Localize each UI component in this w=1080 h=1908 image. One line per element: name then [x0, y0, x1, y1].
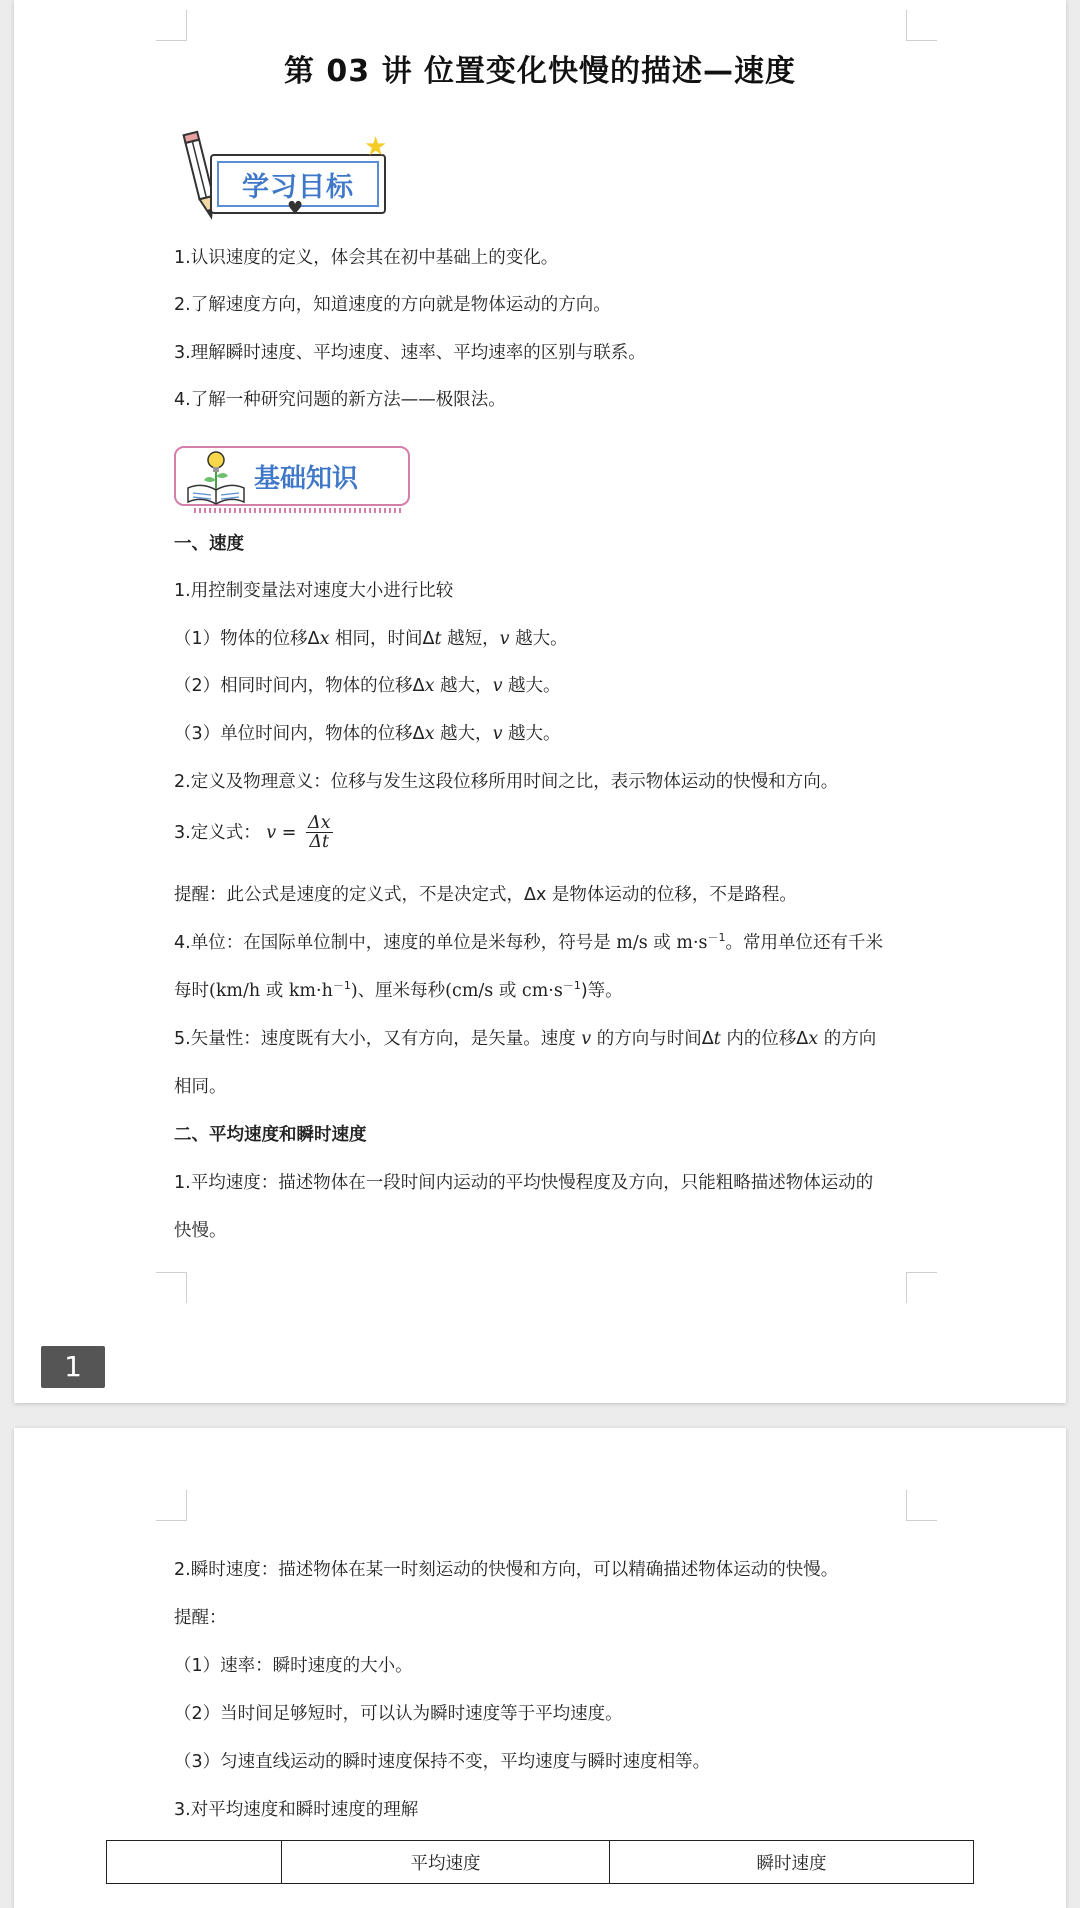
paragraph: 1.用控制变量法对速度大小进行比较	[174, 581, 454, 601]
paragraph: 快慢。	[174, 1221, 227, 1241]
crop-mark	[156, 10, 187, 41]
banner-label: 学习目标	[242, 172, 354, 203]
page-number-badge: 1	[41, 1346, 105, 1388]
paragraph: （3）匀速直线运动的瞬时速度保持不变，平均速度与瞬时速度相等。	[174, 1752, 711, 1772]
paragraph: （3）单位时间内，物体的位移Δx 越大，v 越大。	[174, 724, 561, 744]
paragraph: （1）速率：瞬时速度的大小。	[174, 1656, 413, 1676]
paragraph: 相同。	[174, 1077, 227, 1097]
paragraph: （1）物体的位移Δx 相同，时间Δt 越短，v 越大。	[174, 629, 568, 649]
definition-formula: 3.定义式： v = $\frac{\Delta x}{\Delta t}$	[174, 813, 331, 853]
goal-item: 3.理解瞬时速度、平均速度、速率、平均速率的区别与联系。	[174, 343, 646, 363]
crop-mark	[906, 1272, 937, 1303]
learning-goals-banner	[172, 128, 402, 224]
paragraph: 2.定义及物理意义：位移与发生这段位移所用时间之比，表示物体运动的快慢和方向。	[174, 772, 839, 792]
paragraph: （2）相同时间内，物体的位移Δx 越大，v 越大。	[174, 676, 561, 696]
banner-stripe	[194, 508, 404, 513]
table-header-cell: 平均速度	[282, 1841, 610, 1884]
goal-item: 2.了解速度方向，知道速度的方向就是物体运动的方向。	[174, 295, 611, 315]
paragraph: 1.平均速度：描述物体在一段时间内运动的平均快慢程度及方向，只能粗略描述物体运动的	[174, 1173, 874, 1193]
section-heading: 一、速度	[174, 534, 244, 554]
table-header-cell	[107, 1841, 282, 1884]
heart-icon: ♥	[287, 198, 304, 219]
paragraph: 5.矢量性：速度既有大小，又有方向，是矢量。速度 v 的方向与时间Δt 内的位移Δx 的方向	[174, 1029, 877, 1049]
paragraph: 4.单位：在国际单位制中，速度的单位是米每秒，符号是 m/s 或 $m\cdot s^{-1}$。常用单位还有千米	[174, 931, 883, 953]
reminder: 提醒：此公式是速度的定义式，不是决定式，Δx 是物体运动的位移，不是路程。	[174, 885, 797, 905]
paragraph: 2.瞬时速度：描述物体在某一时刻运动的快慢和方向，可以精确描述物体运动的快慢。	[174, 1560, 839, 1580]
section-heading: 二、平均速度和瞬时速度	[174, 1125, 367, 1145]
goal-item: 1.认识速度的定义，体会其在初中基础上的变化。	[174, 248, 559, 268]
banner-label: 基础知识	[254, 464, 359, 494]
crop-mark	[156, 1272, 187, 1303]
star-icon: ★	[364, 132, 388, 162]
paragraph: 3.对平均速度和瞬时速度的理解	[174, 1800, 419, 1820]
goal-item: 4.了解一种研究问题的新方法——极限法。	[174, 390, 506, 410]
document-page-2	[14, 1428, 1066, 1908]
crop-mark	[906, 10, 937, 41]
paragraph: 每时(km/h 或 $km\cdot h^{-1}$)、厘米每秒(cm/s 或 $cm\cdot s^{-1}$)等。	[174, 979, 623, 1001]
table-header-row	[107, 1841, 974, 1884]
page-title: 第 03 讲 位置变化快慢的描述—速度	[283, 54, 797, 89]
crop-mark	[906, 1490, 937, 1521]
reminder: 提醒：	[174, 1608, 227, 1628]
table-header-cell: 瞬时速度	[610, 1841, 974, 1884]
comparison-table	[106, 1840, 974, 1884]
fraction: $\frac{\Delta x}{\Delta t}$	[307, 813, 331, 853]
paragraph: （2）当时间足够短时，可以认为瞬时速度等于平均速度。	[174, 1704, 623, 1724]
crop-mark	[156, 1490, 187, 1521]
basic-knowledge-banner	[174, 442, 414, 516]
document-page-1	[14, 0, 1066, 1403]
book-lightbulb-icon	[184, 446, 248, 506]
